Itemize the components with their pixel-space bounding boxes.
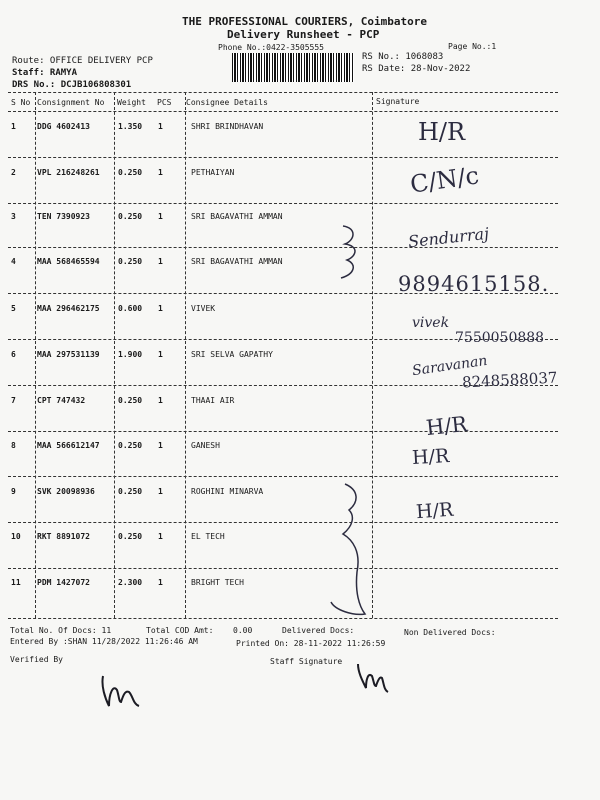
row-consignee: BRIGHT TECH [191, 578, 244, 587]
row-consignee: EL TECH [191, 532, 225, 541]
row-consignee: PETHAIYAN [191, 168, 235, 177]
row-weight: 0.250 [118, 396, 143, 405]
page-number: Page No.:1 [448, 42, 497, 51]
row-sno: 5 [11, 304, 16, 313]
row-weight: 0.250 [118, 212, 143, 221]
col-header-signature: Signature [376, 97, 420, 106]
non-delivered-docs: Non Delivered Docs: [404, 628, 496, 637]
row-pcs: 1 [158, 532, 163, 541]
row-rule [8, 157, 558, 158]
row-consignee: THAAI AIR [191, 396, 235, 405]
row-consignee: VIVEK [191, 304, 216, 313]
row-consignee: SRI BAGAVATHI AMMAN [191, 257, 283, 266]
row-consignment: MAA 566612147 [37, 441, 100, 450]
row-rule [8, 431, 558, 432]
row-consignment: RKT 8891072 [37, 532, 90, 541]
col-header-sno: S No [11, 98, 31, 107]
handwritten-entry: C/N/c [408, 161, 481, 199]
handwritten-entry: Sendurraj [407, 223, 490, 252]
row-sno: 10 [11, 532, 21, 541]
table-header-rule [8, 111, 558, 112]
col-divider [185, 92, 186, 618]
row-sno: 4 [11, 257, 16, 266]
handwritten-entry: 9894615158. [398, 272, 550, 296]
row-consignment: CPT 747432 [37, 396, 86, 405]
col-divider [35, 92, 36, 618]
handwritten-entry: H/R [418, 118, 466, 146]
row-sno: 9 [11, 487, 16, 496]
total-cod-label: Total COD Amt: [146, 626, 214, 635]
row-consignment: DDG 4602413 [37, 122, 90, 131]
row-weight: 2.300 [118, 578, 143, 587]
col-divider [114, 92, 115, 618]
row-weight: 0.250 [118, 168, 143, 177]
delivered-docs: Delivered Docs: [282, 626, 355, 635]
handwritten-entry: 8248588037 [461, 368, 558, 392]
row-consignment: MAA 568465594 [37, 257, 100, 266]
brace-mark [335, 222, 365, 282]
row-pcs: 1 [158, 396, 163, 405]
row-sno: 11 [11, 578, 21, 587]
handwritten-entry: H/R [415, 498, 455, 524]
row-rule [8, 203, 558, 204]
row-sno: 3 [11, 212, 16, 221]
barcode [232, 53, 354, 82]
row-weight: 0.250 [118, 532, 143, 541]
row-weight: 1.350 [118, 122, 143, 131]
row-pcs: 1 [158, 212, 163, 221]
handwritten-entry: Saravanan [411, 352, 489, 380]
col-header-consignee: Consignee Details [186, 98, 268, 107]
row-rule [8, 247, 558, 248]
table-top-rule [8, 92, 558, 93]
handwritten-entry: 7550050888 [455, 330, 545, 346]
entered-by: Entered By :SHAN 11/28/2022 11:26:46 AM [10, 637, 198, 646]
row-rule [8, 476, 558, 477]
runsheet-title: Delivery Runsheet - PCP [227, 28, 380, 41]
col-header-weight: Weight [117, 98, 146, 107]
handwritten-entry: H/R [424, 411, 469, 441]
row-sno: 7 [11, 396, 16, 405]
row-pcs: 1 [158, 350, 163, 359]
rs-date: RS Date: 28-Nov-2022 [362, 64, 471, 74]
row-weight: 0.600 [118, 304, 143, 313]
row-consignment: TEN 7390923 [37, 212, 90, 221]
row-weight: 1.900 [118, 350, 143, 359]
row-consignment: VPL 216248261 [37, 168, 100, 177]
row-pcs: 1 [158, 487, 163, 496]
row-consignee: ROGHINI MINARVA [191, 487, 264, 496]
staff: Staff: RAMYA [12, 68, 78, 78]
row-pcs: 1 [158, 578, 163, 587]
row-consignment: MAA 297531139 [37, 350, 100, 359]
row-consignment: MAA 296462175 [37, 304, 100, 313]
row-pcs: 1 [158, 304, 163, 313]
row-rule [8, 568, 558, 569]
table-bottom-rule [8, 618, 558, 619]
staff-signature [352, 658, 392, 698]
row-consignment: SVK 20098936 [37, 487, 95, 496]
verified-signature [95, 672, 145, 712]
handwritten-entry: vivek [412, 315, 450, 331]
row-consignment: PDM 1427072 [37, 578, 90, 587]
brace-mark [325, 482, 385, 622]
total-docs: Total No. Of Docs: 11 [10, 626, 112, 635]
row-consignee: SRI SELVA GAPATHY [191, 350, 273, 359]
col-header-consignment: Consignment No [37, 98, 105, 107]
printed-on: Printed On: 28-11-2022 11:26:59 [236, 639, 386, 648]
handwritten-entry: H/R [411, 445, 450, 469]
route: Route: OFFICE DELIVERY PCP [12, 56, 153, 66]
drs-number: DRS No.: DCJB106808301 [12, 80, 132, 90]
phone-number: Phone No.:0422-3505555 [218, 43, 324, 52]
rs-number: RS No.: 1068083 [362, 52, 444, 62]
total-cod-value: 0.00 [233, 626, 253, 635]
row-weight: 0.250 [118, 487, 143, 496]
row-pcs: 1 [158, 441, 163, 450]
row-pcs: 1 [158, 257, 163, 266]
row-pcs: 1 [158, 168, 163, 177]
row-weight: 0.250 [118, 257, 143, 266]
row-consignee: SHRI BRINDHAVAN [191, 122, 264, 131]
row-sno: 8 [11, 441, 16, 450]
verified-by: Verified By [10, 655, 63, 664]
staff-signature-label: Staff Signature [270, 657, 343, 666]
row-sno: 6 [11, 350, 16, 359]
row-rule [8, 522, 558, 523]
row-weight: 0.250 [118, 441, 143, 450]
row-sno: 2 [11, 168, 16, 177]
row-consignee: GANESH [191, 441, 220, 450]
row-pcs: 1 [158, 122, 163, 131]
company-name: THE PROFESSIONAL COURIERS, Coimbatore [182, 15, 428, 28]
row-consignee: SRI BAGAVATHI AMMAN [191, 212, 283, 221]
row-sno: 1 [11, 122, 16, 131]
col-header-pcs: PCS [157, 98, 172, 107]
